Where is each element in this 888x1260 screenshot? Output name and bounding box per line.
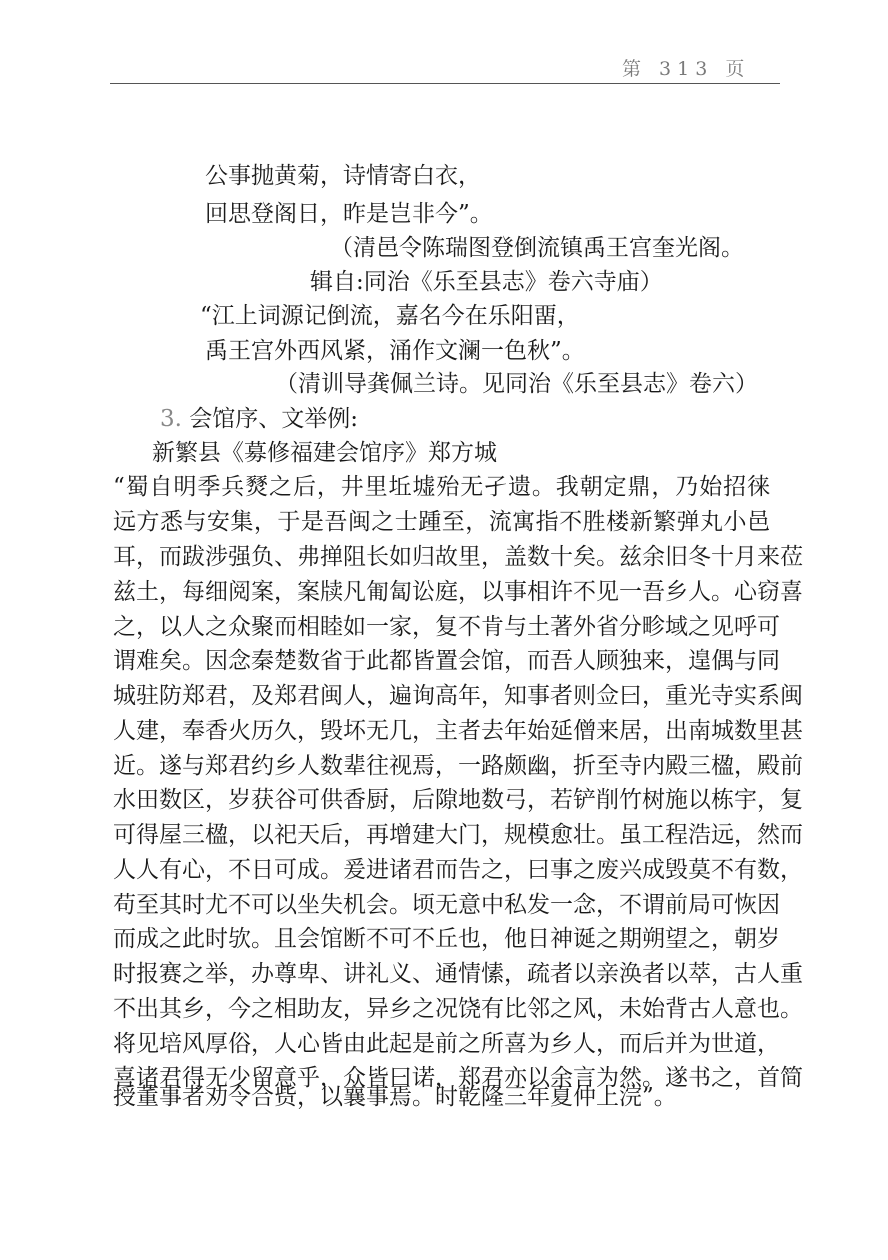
section-number: 3. — [160, 406, 182, 432]
section-heading — [160, 404, 358, 434]
poem1-line-1: 公事抛黄菊，诗情寄白衣， — [205, 163, 481, 189]
source1-line-2: 辑自:同治《乐至县志》卷六寺庙） — [310, 269, 663, 295]
header-rule — [110, 83, 780, 84]
body-line: 时报赛之举，办尊卑、讲礼义、通情愫，疏者以亲涣者以萃，古人重 — [113, 961, 803, 987]
body-line: 谓难矣。因念秦楚数省于此都皆置会馆，而吾人顾独来，遑偶与同 — [113, 648, 780, 674]
body-line: 将见培风厚俗，人心皆由此起是前之所喜为乡人，而后并为世道， — [113, 1031, 780, 1057]
poem2-line-2: 禹王宫外西风紧，涌作文澜一色秋”。 — [205, 338, 585, 364]
body-line: 而成之此时欤。且会馆断不可不丘也，他日神诞之期朔望之，朝岁 — [113, 926, 780, 952]
body-line: 人建，奉香火历久，毁坏无几，主者去年始延僧来居，出南城数里甚 — [113, 718, 803, 744]
body-line: 水田数区，岁获谷可供香厨，后隙地数弓，若铲削竹树施以栋宇，复 — [113, 787, 803, 813]
subtitle: 新繁县《募修福建会馆序》郑方城 — [152, 440, 497, 466]
body-last-line: 授董事者劝令合赀，以襄事焉。时乾隆三年夏仲上浣”。 — [113, 1084, 677, 1110]
poem2-line-1: “江上词源记倒流，嘉名今在乐阳畱， — [200, 303, 580, 329]
body-line: 兹土，每细阅案，案牍凡匍匐讼庭，以事相许不见一吾乡人。心窃喜 — [113, 579, 803, 605]
body-line: 远方悉与安集，于是吾闽之士踵至，流寓指不胜楼新繁弹丸小邑 — [113, 509, 770, 535]
body-line: 不出其乡，今之相助友，异乡之况饶有比邻之风，未始背古人意也。 — [113, 996, 803, 1022]
source2-line: （清训导龚佩兰诗。见同治《乐至县志》卷六） — [275, 371, 758, 397]
body-line: 人人有心，不日可成。爰进诸君而告之，曰事之废兴成毁莫不有数， — [113, 857, 803, 883]
body-line: “蜀自明季兵燹之后，井里坵墟殆无孑遗。我朝定鼎，乃始招徕 — [113, 474, 770, 500]
body-line: 可得屋三楹，以祀天后，再增建大门，规模愈壮。虽工程浩远，然而 — [113, 822, 803, 848]
body-line: 苟至其时尤不可以坐失机会。顷无意中私发一念，不谓前局可恢因 — [113, 892, 780, 918]
poem1-line-2: 回思登阁日，昨是岂非今”。 — [205, 201, 493, 227]
body-line: 耳，而跋涉强负、弗掸阻长如归故里，盖数十矣。兹余旧冬十月来莅 — [113, 544, 803, 570]
body-line: 城驻防郑君，及郑君闽人，遍询高年，知事者则佥曰，重光寺实系闽 — [113, 683, 803, 709]
body-line: 近。遂与郑君约乡人数辈往视焉，一路颇幽，折至寺内殿三楹，殿前 — [113, 753, 803, 779]
source1-line-1: （清邑令陈瑞图登倒流镇禹王宫奎光阁。 — [330, 235, 744, 261]
body-line: 之，以人之众聚而相睦如一家，复不肯与土著外省分畛域之见呼可 — [113, 614, 780, 640]
page-number-label: 第 313 页 — [622, 58, 751, 80]
section-title: 会馆序、文举例: — [189, 406, 359, 432]
body-line: 喜诸君得无少留意乎，众皆曰诺，郑君亦以余言为然。遂书之，首简 — [113, 1065, 803, 1091]
